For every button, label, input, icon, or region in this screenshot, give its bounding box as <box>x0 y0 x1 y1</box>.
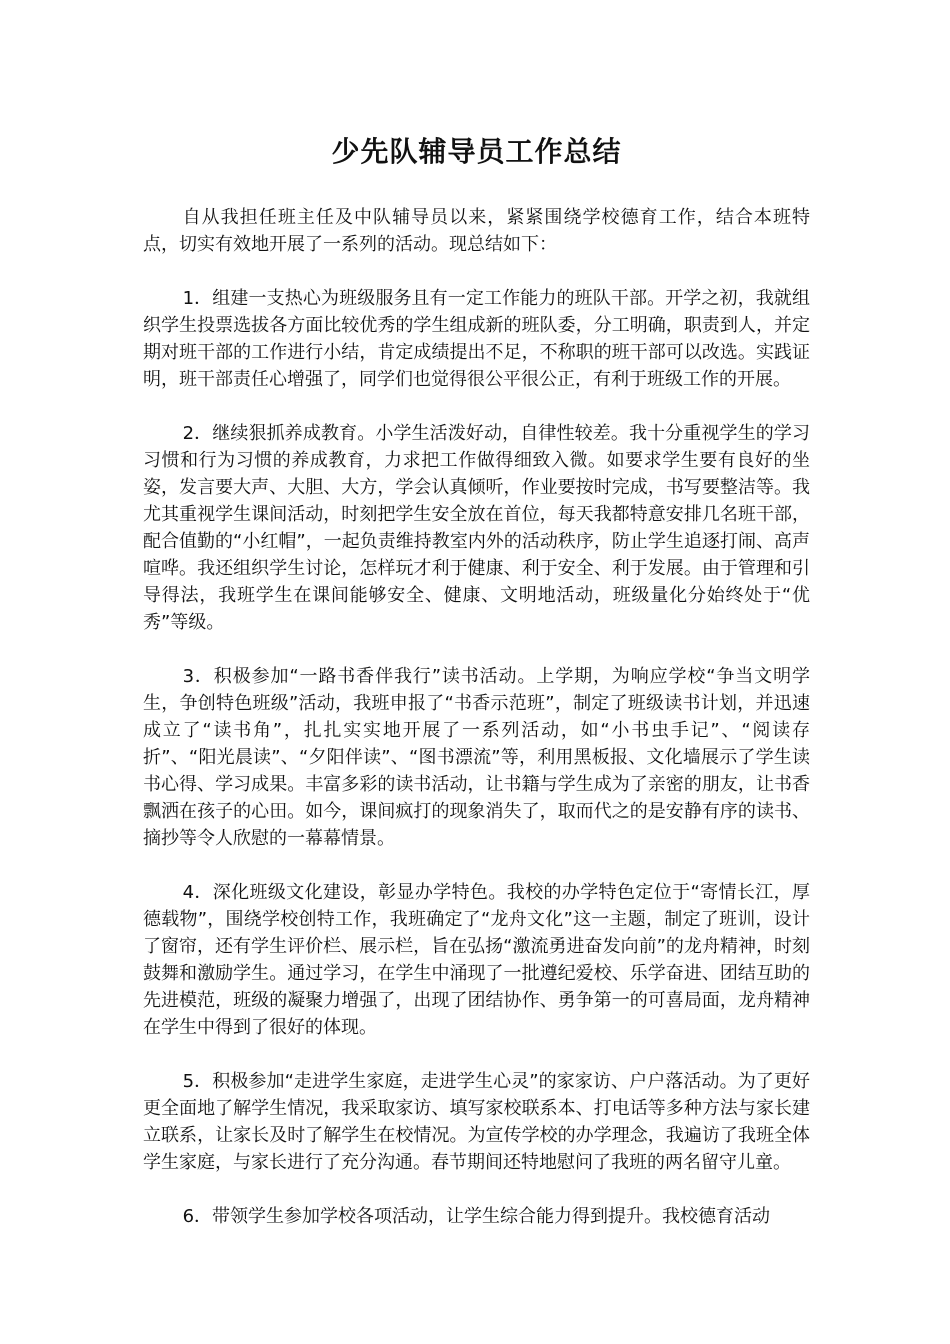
item-5-paragraph: 5．积极参加“走进学生家庭，走进学生心灵”的家家访、户户落活动。为了更好更全面地了解学生情况，我采取家访、填写家校联系本、打电话等多种方法与家长建立联系，让家长及时了解学生在校情况。为宣传学校的办学理念，我遍访了我班全体学生家庭，与家长进行了充分沟通。春节期间还特地慰问了我班的两名留守儿童。 <box>143 1071 810 1173</box>
intro-paragraph: 自从我担任班主任及中队辅导员以来，紧紧围绕学校德育工作，结合本班特点，切实有效地开展了一系列的活动。现总结如下： <box>143 207 810 255</box>
item-3-paragraph: 3．积极参加“一路书香伴我行”读书活动。上学期，为响应学校“争当文明学生，争创特色班级”活动，我班申报了“书香示范班”，制定了班级读书计划，并迅速成立了“读书角”，扎扎实实地开展了一系列活动，如“小书虫手记”、“阅读存折”、“阳光晨读”、“夕阳伴读”、“图书漂流”等，利用黑板报、文化墙展示了学生读书心得、学习成果。丰富多彩的读书活动，让书籍与学生成为了亲密的朋友，让书香飘洒在孩子的心田。如今，课间疯打的现象消失了，取而代之的是安静有序的读书、摘抄等令人欣慰的一幕幕情景。 <box>143 666 810 849</box>
document-title: 少先队辅导员工作总结 <box>331 135 622 168</box>
item-2-paragraph: 2．继续狠抓养成教育。小学生活泼好动，自律性较差。我十分重视学生的学习习惯和行为习惯的养成教育，力求把工作做得细致入微。如要求学生要有良好的坐姿，发言要大声、大胆、大方，学会认真倾听，作业要按时完成，书写要整洁等。我尤其重视学生课间活动，时刻把学生安全放在首位，每天我都特意安排几名班干部，配合值勤的“小红帽”，一起负责维持教室内外的活动秩序，防止学生追逐打闹、高声喧哗。我还组织学生讨论，怎样玩才利于健康、利于安全、利于发展。由于管理和引导得法，我班学生在课间能够安全、健康、文明地活动，班级量化分始终处于“优秀”等级。 <box>143 423 810 633</box>
item-6-paragraph: 6．带领学生参加学校各项活动，让学生综合能力得到提升。我校德育活动 <box>182 1206 771 1227</box>
item-4-paragraph: 4．深化班级文化建设，彰显办学特色。我校的办学特色定位于“寄情长江，厚德载物”，围绕学校创特工作，我班确定了“龙舟文化”这一主题，制定了班训，设计了窗帘，还有学生评价栏、展示栏，旨在弘扬“激流勇进奋发向前”的龙舟精神，时刻鼓舞和激励学生。通过学习，在学生中涌现了一批遵纪爱校、乐学奋进、团结互助的先进模范，班级的凝聚力增强了，出现了团结协作、勇争第一的可喜局面，龙舟精神在学生中得到了很好的体现。 <box>143 882 810 1038</box>
item-1-paragraph: 1．组建一支热心为班级服务且有一定工作能力的班队干部。开学之初，我就组织学生投票选拔各方面比较优秀的学生组成新的班队委，分工明确，职责到人，并定期对班干部的工作进行小结，肯定成绩提出不足，不称职的班干部可以改选。实践证明，班干部责任心增强了，同学们也觉得很公平很公正，有利于班级工作的开展。 <box>143 288 810 390</box>
